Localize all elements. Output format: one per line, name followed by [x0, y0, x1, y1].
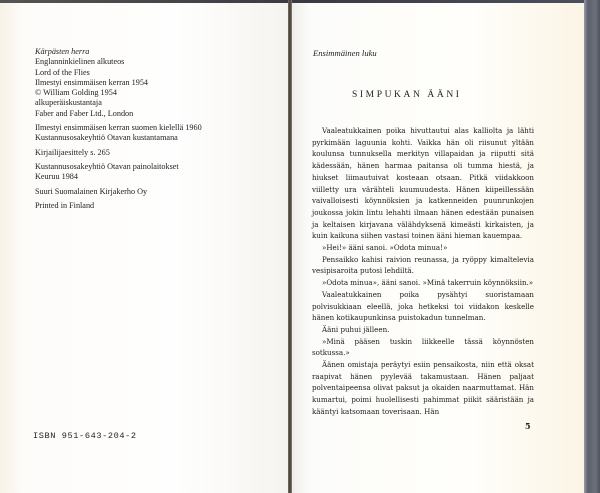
book-title: Kärpästen herra — [35, 47, 90, 56]
colophon-line: Ilmestyi ensimmäisen kerran suomen kielellä 1960 — [35, 123, 202, 133]
colophon-line: Printed in Finland — [35, 200, 95, 210]
original-publisher: Faber and Faber Ltd., London — [35, 108, 134, 118]
colophon-block-author-intro — [35, 148, 202, 158]
body-text — [312, 125, 534, 418]
isbn: ISBN 951-643-204-2 — [33, 431, 137, 441]
left-page — [0, 3, 290, 493]
paragraph: Äänen omistaja peräytyi esiin pensaikosta, niin että oksat raapivat hänen pyylevää takamustaan. Hänen paljaat polventaipeensa olivat paksut ja okaiden naarmuttamat. Hän kumartui, poimi huolellisesti pahimmat piikit sääristään ja kääntyi katsomaan toverisaan. Hän — [312, 360, 534, 416]
paragraph: Vaaleatukkainen poika hivuttautui alas kalliolta ja lähti pyrkimään laguunia kohti. Vaikka hän oli riisunut yltään koulunsa tunnuksella merkityn villapaidan ja riiputti sitä kädessään, hänen harmaa paitansa oli tumma hiestä, ja hiukset liimautuivat kosteaan otsaan. Pitkä viidakkoon viilletty ura värähteli kuumuudesta. Hänen kiipeillessään vaivalloisesti köynnöksien ja katkenneiden puunrunkojen joukossa jokin lintu lehahti ilmaan hänen edestään punaisen ja keltaisen kirjavana välähdyksenä kimeästi kirkaisten, ja kuin kaikuna siihen vastasi toinen ääni hieman kauempaa. — [312, 126, 534, 241]
book-cover-edge — [584, 0, 600, 493]
colophon-line: Englanninkielinen alkuteos — [35, 57, 125, 67]
colophon-line: Kirjailijaesittely s. 265 — [35, 147, 110, 157]
colophon-line: alkuperäiskustantaja — [35, 98, 102, 108]
colophon-block-finnish-edition — [35, 123, 202, 144]
colophon-block-bookclub — [35, 187, 202, 197]
copyright-line: © William Golding 1954 — [35, 88, 117, 98]
paragraph: Ääni puhui jälleen. — [322, 324, 390, 334]
colophon-line: Suuri Suomalainen Kirjakerho Oy — [35, 186, 148, 196]
paragraph: Vaaleatukkainen poika pysähtyi suoristamaan polvisukkiaan eleellä, joka hetkeksi toi viidakon keskelle hänen kotikaupunkinsa puistokadun tunnelman. — [312, 289, 534, 323]
colophon-block-printed-in — [35, 201, 202, 211]
colophon-line: Kustannusosakeyhtiö Otavan painolaitokset — [35, 161, 179, 171]
right-page — [292, 3, 584, 493]
original-title: Lord of the Flies — [35, 67, 90, 77]
page-number: 5 — [525, 421, 531, 431]
paragraph: »Odota minua», ääni sanoi. »Minä takerruin köynnöksiin.» — [322, 278, 534, 288]
colophon-line: Ilmestyi ensimmäisen kerran 1954 — [35, 77, 149, 87]
paragraph: »Minä pääsen tuskin liikkeelle tässä köynnösten sotkussa.» — [312, 336, 534, 358]
colophon-line: Keuruu 1984 — [35, 172, 78, 182]
colophon-block-title — [35, 47, 202, 119]
paragraph: »Hei!» ääni sanoi. »Odota minua!» — [322, 243, 448, 253]
paragraph: Pensaikko kahisi raivion reunassa, ja ryöppy kimaltelevia vesipisaroita putosi lehdiltä. — [312, 254, 534, 276]
colophon-line: Kustannusosakeyhtiö Otavan kustantamana — [35, 133, 178, 143]
chapter-label: Ensimmäinen luku — [313, 48, 377, 58]
colophon-block-printer — [35, 162, 202, 183]
chapter-title: SIMPUKAN ÄÄNI — [352, 90, 462, 100]
colophon — [35, 47, 202, 215]
